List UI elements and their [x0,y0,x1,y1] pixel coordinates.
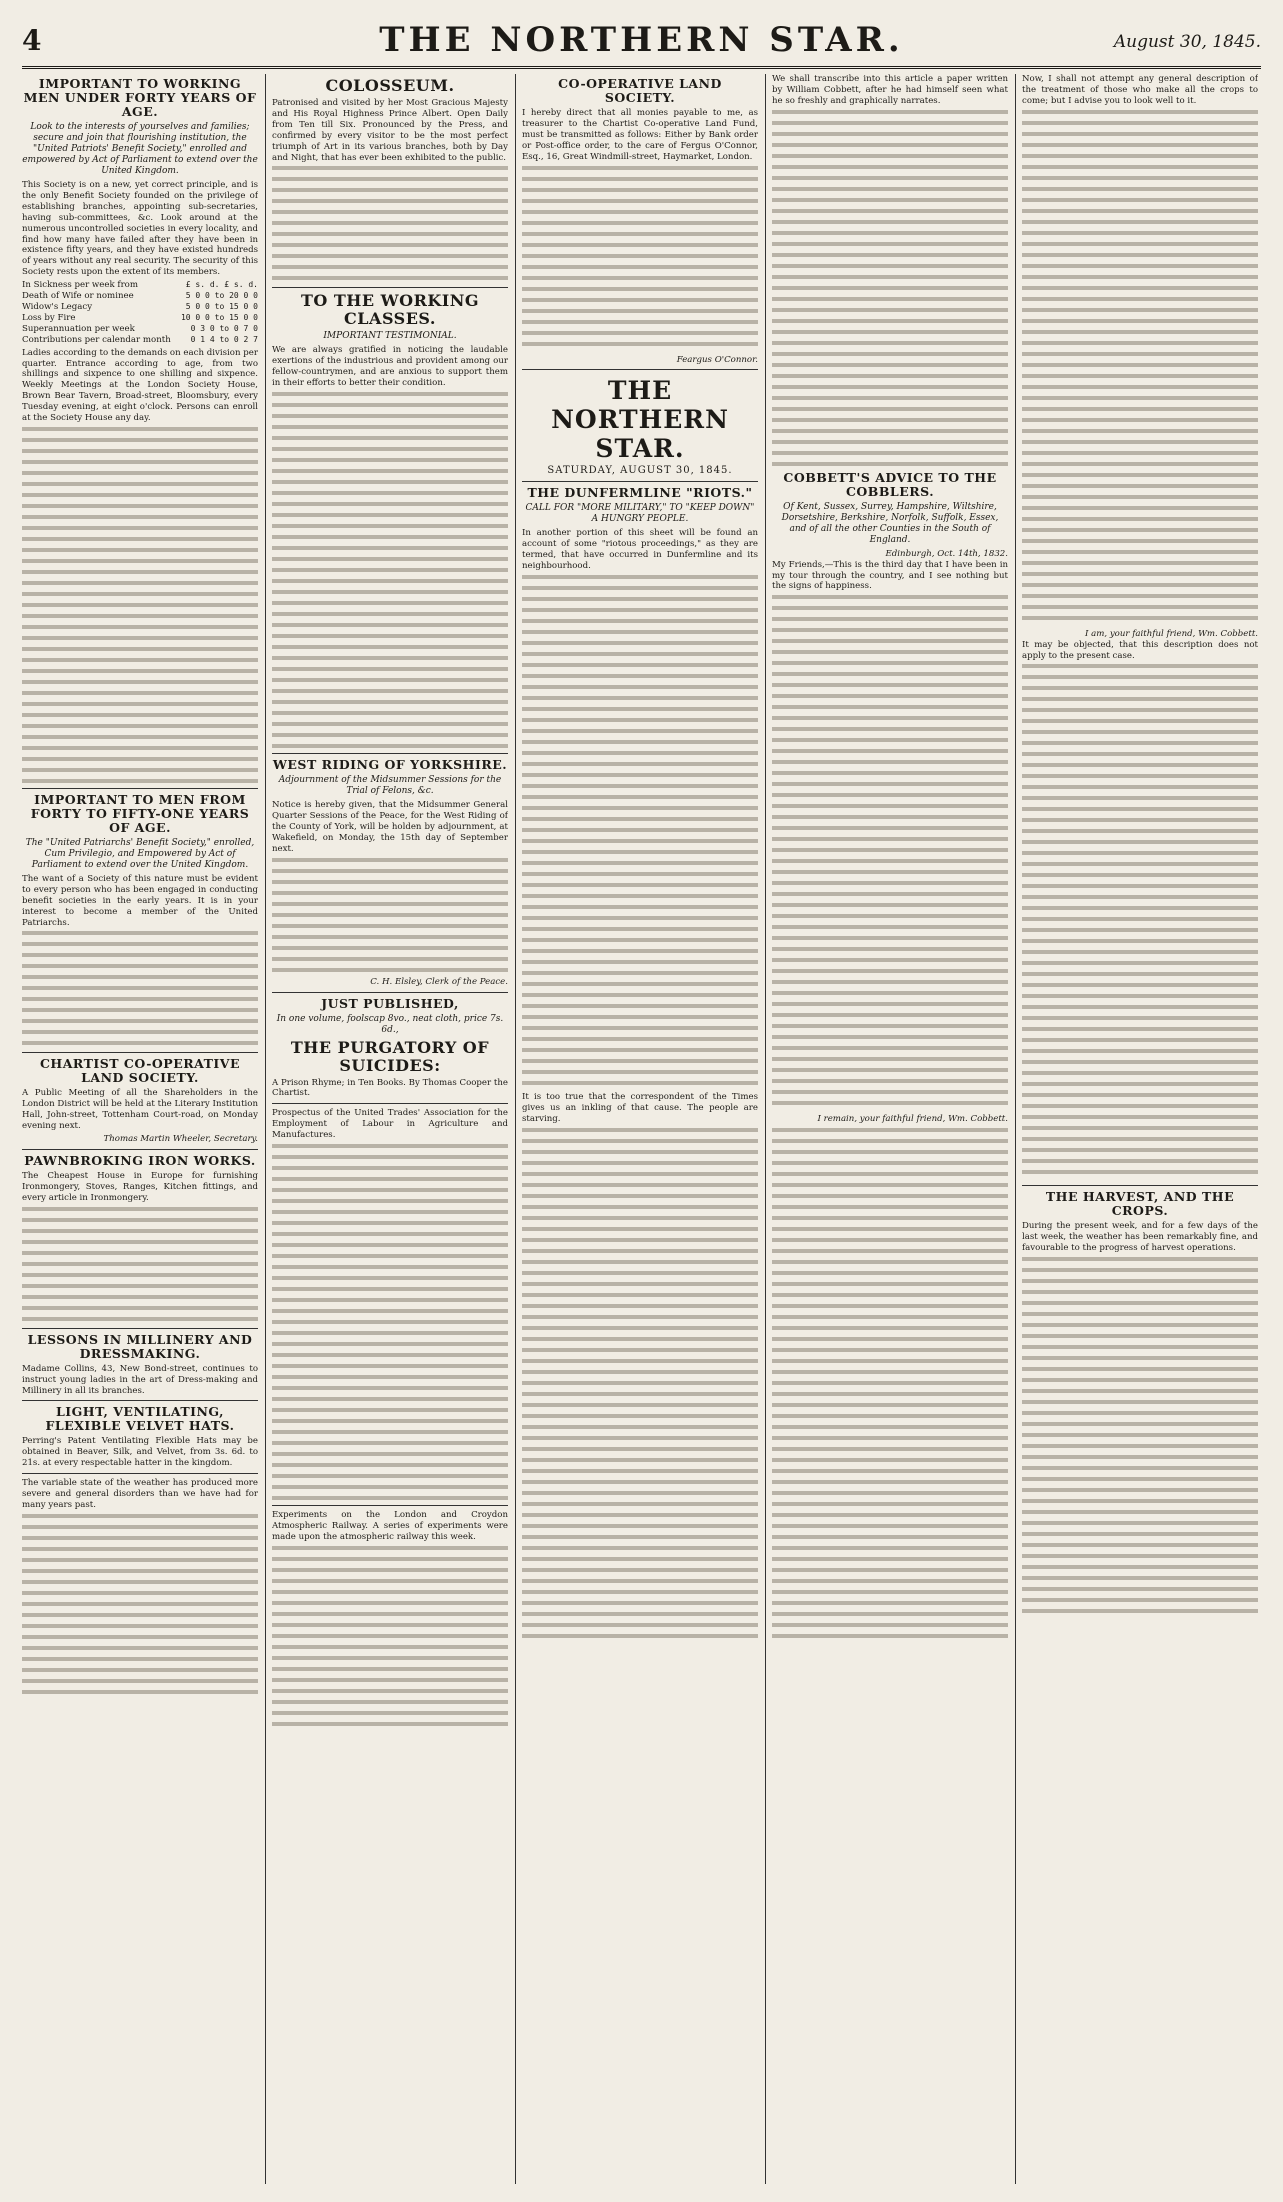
text-filler [772,592,1008,1112]
divider [272,992,508,993]
divider [22,788,258,789]
article-body: Patronised and visited by her Most Gracious Majesty and His Royal Highness Prince Albert. Open Daily from Ten till Six. Pronounced by the Press, and confirmed by every visitor to be the most perfect triumph of Art in its various branches, both by Day and Night, that has ever been exhibited to the public. [272,98,508,163]
column-divider [265,74,266,2184]
article-body: We are always gratified in noticing the laudable exertions of the industrious and provident among our fellow-countrymen, and are anxious to support them in their efforts to better their condition. [272,345,508,389]
text-filler [772,1125,1008,1645]
table-row: Superannuation per week 0 3 0 to 0 7 0 [22,323,258,334]
article-heading: TO THE WORKING CLASSES. [300,291,480,329]
masthead-date: August 30, 1845. [1113,32,1261,52]
divider [22,1473,258,1474]
article-subheading: In one volume, foolscap 8vo., neat cloth, price 7s. 6d., [276,1013,504,1035]
article-body: It may be objected, that this description does not apply to the present case. [1022,639,1258,661]
divider [22,1052,258,1053]
article-body: The Cheapest House in Europe for furnishing Ironmongery, Stoves, Ranges, Kitchen fittings, and every article in Ironmongery. [22,1171,258,1203]
table-row: Death of Wife or nominee 5 0 0 to 20 0 0 [22,291,258,302]
table-row: Contributions per calendar month 0 1 4 to 0 2 7 [22,334,258,345]
article-dateline: Edinburgh, Oct. 14th, 1832. [885,548,1008,559]
table-row: In Sickness per week from £ s. d. £ s. d. [22,280,258,291]
text-filler [522,163,758,353]
article-body: During the present week, and for a few days of the last week, the weather has been remarkably fine, and favourable to the progress of harvest operations. [1022,1221,1258,1254]
article-west-riding [272,758,508,987]
article-heading: THE DUNFERMLINE "RIOTS." [527,485,753,501]
article-subheading: Of Kent, Sussex, Surrey, Hampshire, Wiltshire, Dorsetshire, Berkshire, Norfolk, Suffolk, Essex, and of all the other Counties in the South of England. [781,501,999,545]
article-millinery [22,1333,258,1397]
article-body: In another portion of this sheet will be found an account of some "riotous proceedings," as they are termed, that have occurred in Dunfermline and its neighbourhood. [522,528,758,572]
column-4 [772,74,1008,2184]
divider [22,1400,258,1401]
article-body: Perring's Patent Ventilating Flexible Hats may be obtained in Beaver, Silk, and Velvet, from 3s. 6d. to 21s. at every respectable hatter in the kingdom. [22,1436,258,1469]
text-filler [272,163,508,283]
article-heading: JUST PUBLISHED, [321,995,459,1011]
article-atmospheric-railway [272,1510,508,1733]
article-body: We shall transcribe into this article a paper written by William Cobbett, after he had himself seen what he so freshly and graphically narrates. [772,74,1008,106]
article-harvest [1022,1190,1258,1614]
text-filler [772,107,1008,467]
article-signature: C. H. Elsley, Clerk of the Peace. [370,976,508,987]
book-title: THE PURGATORY OF SUICIDES: [290,1037,490,1075]
column-divider [1015,74,1016,2184]
article-heading: COLOSSEUM. [325,76,455,95]
article-subheading: The "United Patriarchs' Benefit Society," enrolled, Cum Privilegio, and Empowered by Act of Parliament to extend over the United Kingdom. [25,837,255,870]
article-body: Notice is hereby given, that the Midsummer General Quarter Sessions of the Peace, for the West Riding of the County of York, will be holden by adjournment, at Wakefield, on Monday, the 15th day of September next. [272,800,508,854]
article-body: A Prison Rhyme; in Ten Books. By Thomas Cooper the Chartist. [272,1077,508,1099]
table-row: Widow's Legacy 5 0 0 to 15 0 0 [22,301,258,312]
table-row: Loss by Fire 10 0 0 to 15 0 0 [22,312,258,323]
text-filler [522,1125,758,1645]
article-heading: IMPORTANT TO MEN FROM FORTY TO FIFTY-ONE YEARS OF AGE. [30,791,250,835]
article-body: This Society is on a new, yet correct principle, and is the only Benefit Society founded on the privilege of establishing branches, appointing sub-secretaries, having sub-committees, &c. Look around at the numerous uncontrolled societies in every locality, and find how many have failed after they have been in existence fifty years, and they have existed hundreds of years without any real security. The security of this Society rests upon the extent of its members. [22,180,258,278]
article-body: Now, I shall not attempt any general description of the treatment of those who make all the crops to come; but I advise you to look well to it. [1022,74,1258,106]
divider [272,287,508,288]
text-filler [22,1204,258,1324]
article-body: I hereby direct that all monies payable to me, as treasurer to the Chartist Co-operative Land Fund, must be transmitted as follows: Either by Bank order or Post-office order, to the care of Fergus O'Connor, Esq., 16, Great Windmill-street, Haymarket, London. [522,108,758,162]
divider [272,753,508,754]
column-2 [272,74,508,2184]
article-signature: I am, your faithful friend, Wm. Cobbett. [1084,628,1258,639]
paper-title: THE NORTHERN STAR. [551,376,729,464]
masthead-rule [22,66,1261,69]
article-hats [22,1405,258,1469]
article-heading: WEST RIDING OF YORKSHIRE. [272,757,508,773]
article-body: The variable state of the weather has produced more severe and general disorders than we have had for many years past. [22,1478,258,1510]
article-body: Experiments on the London and Croydon Atmospheric Railway. A series of experiments were made upon the atmospheric railway this week. [272,1510,508,1542]
text-filler [1022,1254,1258,1614]
article-body: Madame Collins, 43, New Bond-street, continues to instruct young ladies in the art of Dress-making and Millinery in all its branches. [22,1363,258,1396]
article-forty-to-fifty [22,793,258,1049]
text-filler [272,1543,508,1733]
article-body: It is too true that the correspondent of the Times gives us an inkling of that cause. The people are starving. [522,1092,758,1124]
article-subheading: CALL FOR "MORE MILITARY," TO "KEEP DOWN" A HUNGRY PEOPLE. [525,503,755,525]
article-signature: Feargus O'Connor. [676,354,758,365]
text-filler [272,1141,508,1501]
article-cobbett-advice [772,471,1008,1646]
column-3 [522,74,758,2184]
benefits-table [22,280,258,345]
article-cobbett-continued [1022,74,1258,1181]
text-filler [22,1511,258,1701]
page-number: 4 [22,24,42,57]
article-signature: Thomas Martin Wheeler, Secretary. [103,1134,258,1145]
text-filler [272,855,508,975]
article-body: A Public Meeting of all the Shareholders in the London District will be held at the Literary Institution Hall, John-street, Tottenham Court-road, on Monday evening next. [22,1088,258,1132]
divider [1022,1185,1258,1186]
column-divider [515,74,516,2184]
text-filler [522,572,758,1092]
article-iron-works [22,1154,258,1324]
article-trades-association [272,1108,508,1501]
divider [22,1149,258,1150]
columns [22,74,1260,2184]
divider [272,1505,508,1506]
article-body: Ladies according to the demands on each division per quarter. Entrance according to age, from two shillings and sixpence to one shilling and sixpence. Weekly Meetings at the London Society House, Brown Bear Tavern, Broad-street, Bloomsbury, every Tuesday evening, at eight o'clock. Persons can enroll at the Society House any day. [22,347,258,424]
column-divider [765,74,766,2184]
article-heading: IMPORTANT TO WORKING MEN UNDER FORTY YEARS OF AGE. [23,76,257,119]
article-heading: LIGHT, VENTILATING, FLEXIBLE VELVET HATS. [45,1404,235,1434]
article-heading: CHARTIST CO-OPERATIVE LAND SOCIETY. [39,1056,241,1086]
text-filler [1022,107,1258,627]
article-heading: LESSONS IN MILLINERY AND DRESSMAKING. [27,1331,253,1361]
article-working-classes [272,292,508,749]
article-body: The want of a Society of this nature must be evident to every person who has been engaged in conducting benefit societies in the early years. It is in your interest to become a member of the United Patriarchs. [22,873,258,928]
paper-date: SATURDAY, AUGUST 30, 1845. [547,465,733,477]
divider [272,1103,508,1104]
article-colosseum [272,77,508,283]
article-body: Prospectus of the United Trades' Association for the Employment of Labour in Agriculture and Manufactures. [272,1108,508,1141]
article-cooperative-land [522,77,758,365]
article-subheading: IMPORTANT TESTIMONIAL. [323,331,457,342]
article-body: My Friends,—This is the third day that I have been in my tour through the country, and I see nothing but the signs of happiness. [772,559,1008,592]
article-land-society [22,1057,258,1145]
article-heading: COBBETT'S ADVICE TO THE COBBLERS. [783,469,997,499]
article-working-men [22,77,258,784]
divider [522,481,758,482]
masthead-title: THE NORTHERN STAR. [379,20,904,60]
divider [522,369,758,370]
text-filler [22,928,258,1048]
text-filler [1022,661,1258,1181]
text-filler [22,424,258,784]
article-signature: I remain, your faithful friend, Wm. Cobbett. [817,1114,1008,1125]
article-subheading: Adjournment of the Midsummer Sessions for the Trial of Felons, &c. [278,775,502,797]
text-filler [272,389,508,749]
masthead [22,18,1261,64]
article-dunfermline [522,486,758,1644]
article-just-published [272,997,508,1100]
divider [22,1328,258,1329]
article-heading: CO-OPERATIVE LAND SOCIETY. [558,76,722,105]
article-weather [22,1478,258,1701]
article-heading: PAWNBROKING IRON WORKS. [24,1153,256,1168]
column-1 [22,74,258,2184]
column-5 [1022,74,1258,2184]
article-subheading: Look to the interests of yourselves and families; secure and join that flourishing institution, the "United Patriots' Benefit Society," enrolled and empowered by Act of Parliament to extend over the United Kingdom. [22,122,258,176]
article-cobbett-intro [772,74,1008,467]
article-heading: THE HARVEST, AND THE CROPS. [1045,1189,1235,1219]
